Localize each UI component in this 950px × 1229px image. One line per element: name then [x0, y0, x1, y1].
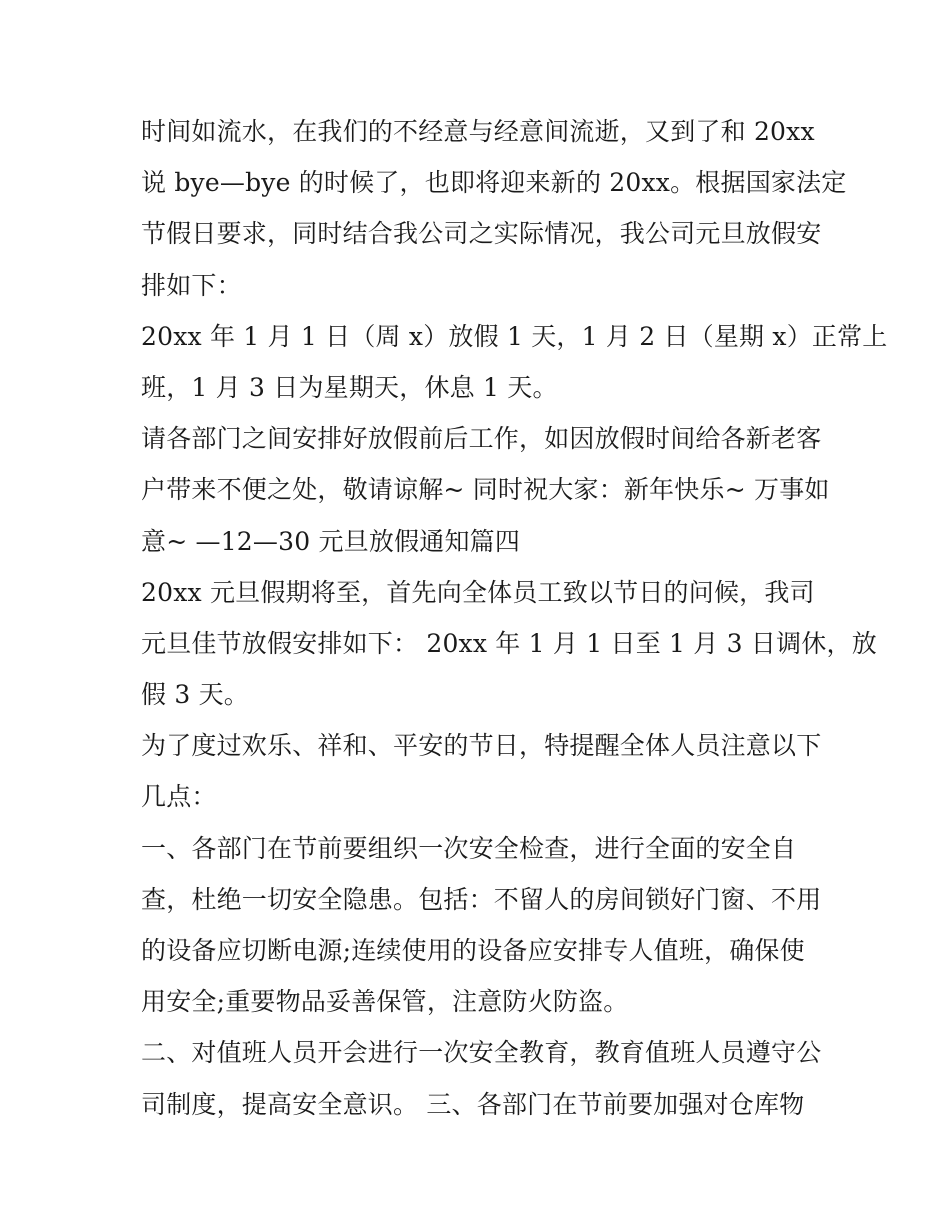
text-line: 排如下：: [141, 270, 242, 300]
text-line: 几点：: [141, 782, 217, 812]
text-line: 班，1 月 3 日为星期天，休息 1 天。: [141, 372, 558, 402]
text-line: 用安全;重要物品妥善保管，注意防火防盗。: [141, 987, 629, 1017]
text-line: 元旦佳节放假安排如下： 20xx 年 1 月 1 日至 1 月 3 日调休，放: [141, 628, 877, 658]
text-line: 时间如流水，在我们的不经意与经意间流逝，又到了和 20xx: [141, 117, 815, 146]
text-line: 司制度，提高安全意识。 三、各部门在节前要加强对仓库物: [141, 1089, 805, 1119]
text-line: 意~ —12—30 元旦放假通知篇四: [141, 526, 521, 556]
text-line: 假 3 天。: [141, 680, 249, 710]
text-line: 二、对值班人员开会进行一次安全教育，教育值班人员遵守公: [141, 1038, 822, 1068]
text-line: 请各部门之间安排好放假前后工作，如因放假时间给各新老客: [141, 424, 822, 454]
text-line: 的设备应切断电源;连续使用的设备应安排专人值班，确保使: [141, 936, 805, 965]
document-body: [141, 106, 888, 1130]
text-line: 20xx 元旦假期将至，首先向全体员工致以节日的问候，我司: [141, 577, 815, 607]
text-line: 为了度过欢乐、祥和、平安的节日，特提醒全体人员注意以下: [141, 731, 822, 761]
text-line: 一、各部门在节前要组织一次安全检查，进行全面的安全自: [141, 833, 797, 863]
text-line: 说 bye—bye 的时候了，也即将迎来新的 20xx。根据国家法定: [141, 168, 847, 198]
text-line: 查，杜绝一切安全隐患。包括：不留人的房间锁好门窗、不用: [141, 884, 822, 914]
text-line: 节假日要求，同时结合我公司之实际情况，我公司元旦放假安: [141, 219, 822, 249]
text-line: 户带来不便之处，敬请谅解~ 同时祝大家：新年快乐~ 万事如: [141, 475, 830, 505]
text-line: 20xx 年 1 月 1 日（周 x）放假 1 天，1 月 2 日（星期 x）正常上: [141, 321, 888, 351]
